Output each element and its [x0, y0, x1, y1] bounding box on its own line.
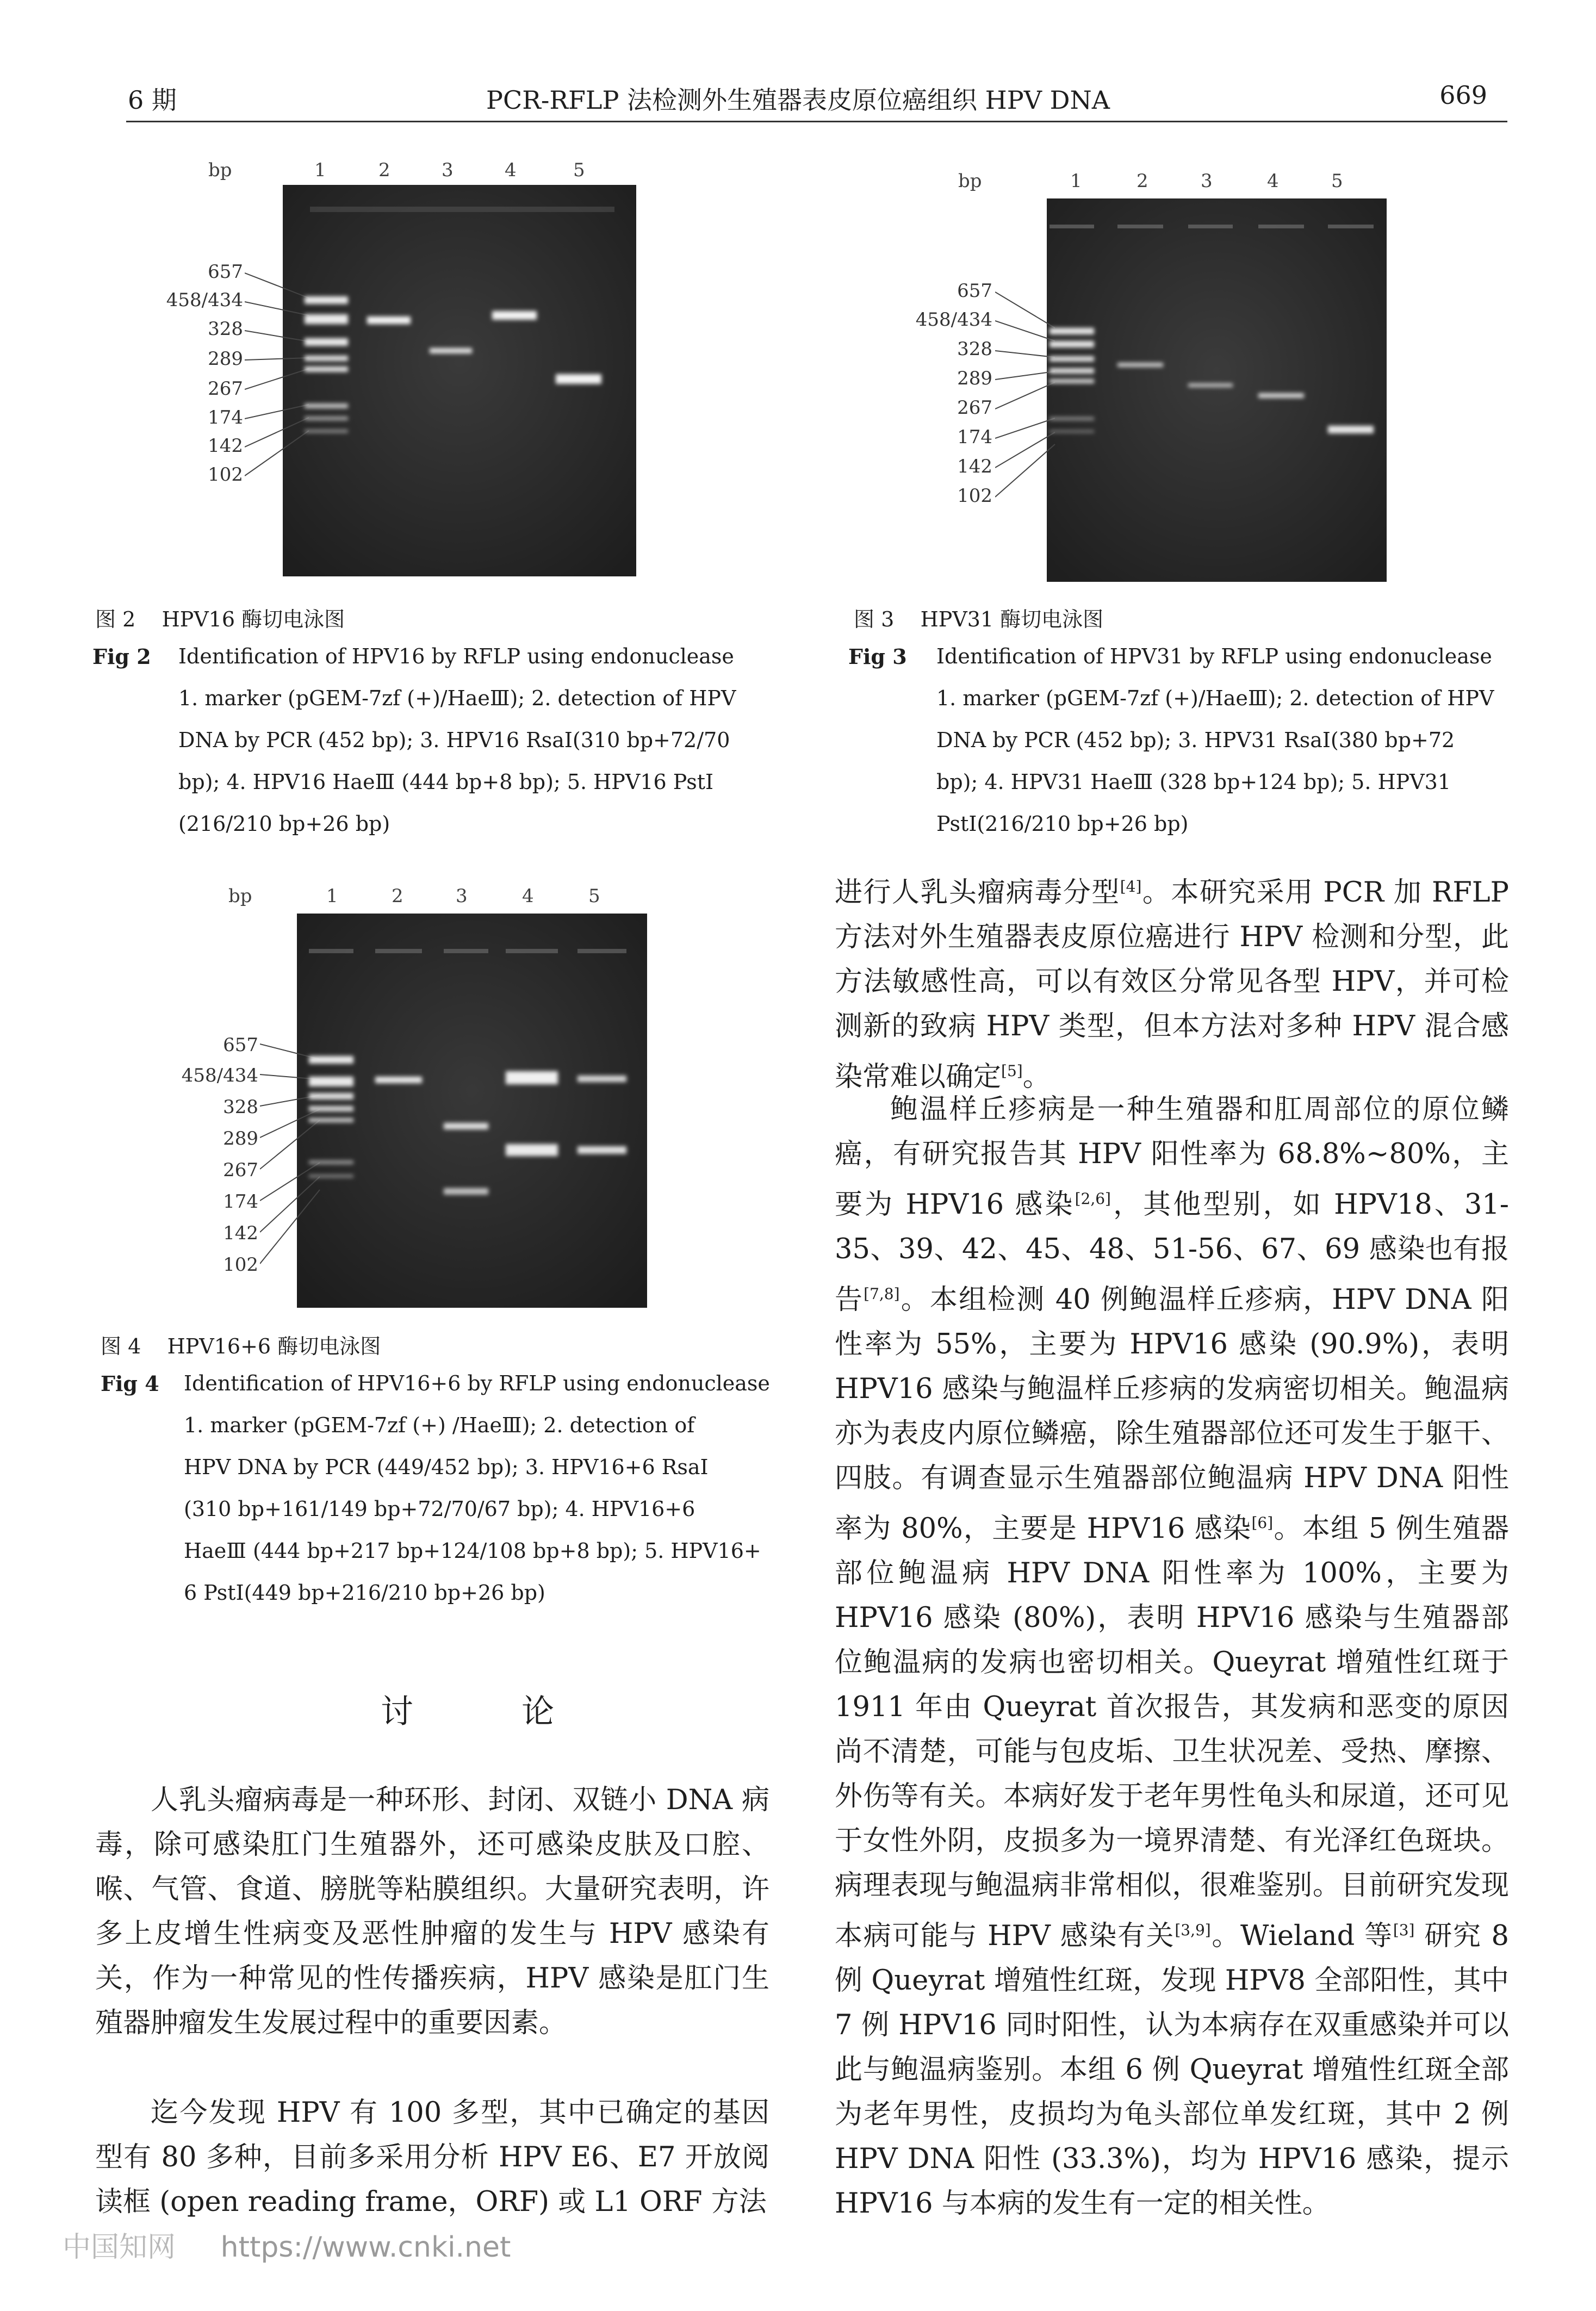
lane-label: 1	[1070, 170, 1082, 192]
marker-size-label: 657	[208, 261, 243, 283]
marker-size-label: 267	[208, 378, 243, 400]
section-heading-discussion: 讨 论	[381, 1693, 604, 1731]
text-run: 。Wieland 等	[1210, 1920, 1393, 1952]
marker-size-label: 142	[223, 1222, 258, 1244]
fig2-cn-label: 图 2	[95, 607, 136, 631]
body-paragraph: 迄今发现 HPV 有 100 多型，其中已确定的基因型有 80 多种，目前多采用分析 HPV E6、E7 开放阅读框 (open reading frame，ORF) 或 L1 ORF 方法	[95, 2097, 769, 2218]
page-number: 669	[1439, 80, 1487, 110]
marker-size-label: 102	[223, 1254, 258, 1276]
lane-label: 2	[378, 159, 390, 181]
lane-label: 2	[1137, 170, 1148, 192]
lane-label: 3	[1201, 170, 1213, 192]
fig2-caption-line: DNA by PCR (452 bp); 3. HPV16 RsaⅠ(310 bp+72/70	[178, 728, 730, 752]
marker-size-label: 142	[208, 435, 243, 457]
fig4-caption-line: Identification of HPV16+6 by RFLP using endonuclease	[184, 1371, 770, 1395]
marker-size-label: 328	[208, 318, 243, 340]
marker-size-label: 174	[957, 426, 992, 448]
running-head-issue: 6 期	[128, 85, 177, 115]
marker-size-label: 174	[208, 407, 243, 428]
fig3-caption-line: bp); 4. HPV31 HaeⅢ (328 bp+124 bp); 5. HPV31	[936, 770, 1451, 794]
citation: [4]	[1120, 878, 1142, 896]
fig4-en-label: Fig 4	[101, 1371, 159, 1396]
marker-size-label: 267	[957, 397, 992, 419]
lane-label: 1	[326, 885, 338, 907]
text-run: 进行人乳头瘤病毒分型	[835, 877, 1120, 909]
fig2-caption-line: (216/210 bp+26 bp)	[178, 812, 390, 836]
watermark-site-name: 中国知网	[63, 2231, 176, 2264]
lane-label: 4	[522, 885, 534, 907]
citation: [7,8]	[864, 1285, 900, 1303]
fig3-caption-line: 1. marker (pGEM-7zf (+)/HaeⅢ); 2. detection of HPV	[936, 686, 1494, 710]
fig4-cn-caption	[101, 1330, 381, 1359]
citation: [3]	[1393, 1921, 1415, 1939]
gel-image-fig3	[995, 198, 1387, 582]
fig3-caption-line: Identification of HPV31 by RFLP using endonuclease	[936, 644, 1492, 668]
fig4-caption-line: 6 PstⅠ(449 bp+216/210 bp+26 bp)	[184, 1581, 545, 1605]
marker-size-label: 174	[223, 1191, 258, 1213]
text-run: 。	[1022, 1061, 1051, 1093]
text-run: 。本组检测 40 例鲍温样丘疹病，HPV DNA 阳性率为 55%，主要为 HPV16 感染 (90.9%)，表明 HPV16 感染与鲍温样丘疹病的发病密切相关。鲍温病亦为表皮内原位鳞癌，除生殖器部位还可发生于躯干、四肢。有调查显示生殖器部位鲍温病 HPV DNA 阳性率为 80%，主要是 HPV16 感染	[835, 1284, 1509, 1545]
text-run: 鲍温样丘疹病是一种生殖器和肛周部位的原位鳞癌，有研究报告其 HPV 阳性率为 68.8%~80%，主要为 HPV16 感染	[835, 1094, 1509, 1221]
lane-label: 5	[573, 159, 585, 181]
marker-size-label: 267	[223, 1159, 258, 1181]
marker-size-label: 458/434	[166, 289, 243, 311]
citation: [6]	[1251, 1514, 1274, 1532]
header-rule	[126, 121, 1507, 122]
gel-image-fig2	[245, 185, 636, 576]
fig3-cn-title: HPV31 酶切电泳图	[920, 607, 1104, 631]
fig3-en-label: Fig 3	[848, 644, 907, 669]
marker-size-label: 289	[208, 348, 243, 370]
marker-size-label: 458/434	[181, 1065, 258, 1086]
citation: [3,9]	[1175, 1921, 1211, 1939]
fig3-caption-line: DNA by PCR (452 bp); 3. HPV31 RsaⅠ(380 bp+72	[936, 728, 1455, 752]
marker-size-label: 289	[223, 1128, 258, 1150]
fig2-cn-caption	[95, 602, 345, 632]
fig4-caption-line: HaeⅢ (444 bp+217 bp+124/108 bp+8 bp); 5. HPV16+	[184, 1539, 761, 1563]
lane-label: 3	[442, 159, 454, 181]
running-head-title: PCR-RFLP 法检测外生殖器表皮原位癌组织 HPV DNA	[486, 85, 1110, 115]
lane-label: 1	[314, 159, 326, 181]
text-run: 研究 8 例 Queyrat 增殖性红斑，发现 HPV8 全部阳性，其中 7 例 HPV16 同时阳性，认为本病存在双重感染并可以此与鲍温病鉴别。本组 6 例 Queyrat 增殖性红斑全部为老年男性，皮损均为龟头部位单发红斑，其中 2 例 HPV DNA 阳性 (33.3%)，均为 HPV16 感染，提示 HPV16 与本病的发生有一定的相关性。	[835, 1920, 1510, 2220]
cnki-watermark	[63, 2224, 511, 2265]
fig2-caption-line: bp); 4. HPV16 HaeⅢ (444 bp+8 bp); 5. HPV16 PstⅠ	[178, 770, 714, 794]
lane-label: 3	[456, 885, 468, 907]
fig4-caption-line: (310 bp+161/149 bp+72/70/67 bp); 4. HPV16+6	[184, 1497, 695, 1521]
citation: [5]	[1001, 1062, 1023, 1080]
fig2-cn-title: HPV16 酶切电泳图	[162, 607, 345, 631]
lane-label: 4	[505, 159, 517, 181]
marker-size-label: 328	[957, 338, 992, 360]
lane-label: 5	[588, 885, 600, 907]
fig4-caption-line: 1. marker (pGEM-7zf (+) /HaeⅢ); 2. detection of	[184, 1413, 695, 1437]
body-paragraph	[835, 865, 1509, 1099]
lane-label: 4	[1267, 170, 1279, 192]
citation: [2,6]	[1075, 1190, 1111, 1208]
gel-image-fig4	[260, 914, 647, 1308]
marker-size-label: 289	[957, 368, 992, 389]
gel-unit-label: bp	[958, 170, 982, 192]
body-paragraph: 人乳头瘤病毒是一种环形、封闭、双链小 DNA 病毒，除可感染肛门生殖器外，还可感染皮肤及口腔、喉、气管、食道、膀胱等粘膜组织。大量研究表明，许多上皮增生性病变及恶性肿瘤的发生与 HPV 感染有关，作为一种常见的性传播疾病，HPV 感染是肛门生殖器肿瘤发生发展过程中的重要因素。	[95, 1784, 769, 2039]
fig3-cn-label: 图 3	[854, 607, 895, 631]
fig2-caption-line: Identification of HPV16 by RFLP using endonuclease	[178, 644, 734, 668]
marker-size-label: 102	[957, 485, 992, 507]
marker-size-label: 458/434	[915, 309, 992, 331]
lane-label: 2	[392, 885, 403, 907]
fig3-cn-caption	[854, 602, 1103, 632]
fig2-en-label: Fig 2	[92, 644, 151, 669]
lane-label: 5	[1331, 170, 1343, 192]
gel-unit-label: bp	[208, 159, 232, 181]
body-paragraph	[835, 1088, 1509, 2226]
marker-size-label: 328	[223, 1096, 258, 1118]
marker-size-label: 142	[957, 456, 992, 477]
fig2-caption-line: 1. marker (pGEM-7zf (+)/HaeⅢ); 2. detection of HPV	[178, 686, 736, 710]
text-run: 。本组 5 例生殖器部位鲍温病 HPV DNA 阳性率为 100%，主要为HPV16 感染 (80%)，表明 HPV16 感染与生殖器部位鲍温病的发病也密切相关。Queyrat 增殖性红斑于 1911 年由 Queyrat 首次报告，其发病和恶变的原因尚不清楚，可能与包皮垢、卫生状况差、受热、摩擦、外伤等有关。本病好发于老年男性龟头和尿道，还可见于女性外阴，皮损多为一境界清楚、有光泽红色斑块。病理表现与鲍温病非常相似，很难鉴别。目前研究发现本病可能与 HPV 感染有关	[835, 1513, 1510, 1952]
watermark-url: https://www.cnki.net	[220, 2231, 511, 2264]
fig3-caption-line: PstⅠ(216/210 bp+26 bp)	[936, 812, 1189, 836]
fig4-caption-line: HPV DNA by PCR (449/452 bp); 3. HPV16+6 RsaⅠ	[184, 1455, 709, 1479]
fig4-cn-title: HPV16+6 酶切电泳图	[167, 1334, 381, 1358]
marker-size-label: 657	[957, 280, 992, 302]
gel-unit-label: bp	[228, 885, 252, 907]
text-run: ，其他型别，如 HPV18、31-35、39、42、45、48、51-56、67、69 感染也有报告	[835, 1189, 1509, 1316]
marker-size-label: 657	[223, 1034, 258, 1056]
fig4-cn-label: 图 4	[101, 1334, 141, 1358]
marker-size-label: 102	[208, 464, 243, 486]
text-run: 。本研究采用 PCR 加 RFLP 方法对外生殖器表皮原位癌进行 HPV 检测和分型，此方法敏感性高，可以有效区分常见各型 HPV，并可检测新的致病 HPV 类型，但本方法对多种 HPV 混合感染常难以确定	[835, 877, 1509, 1093]
